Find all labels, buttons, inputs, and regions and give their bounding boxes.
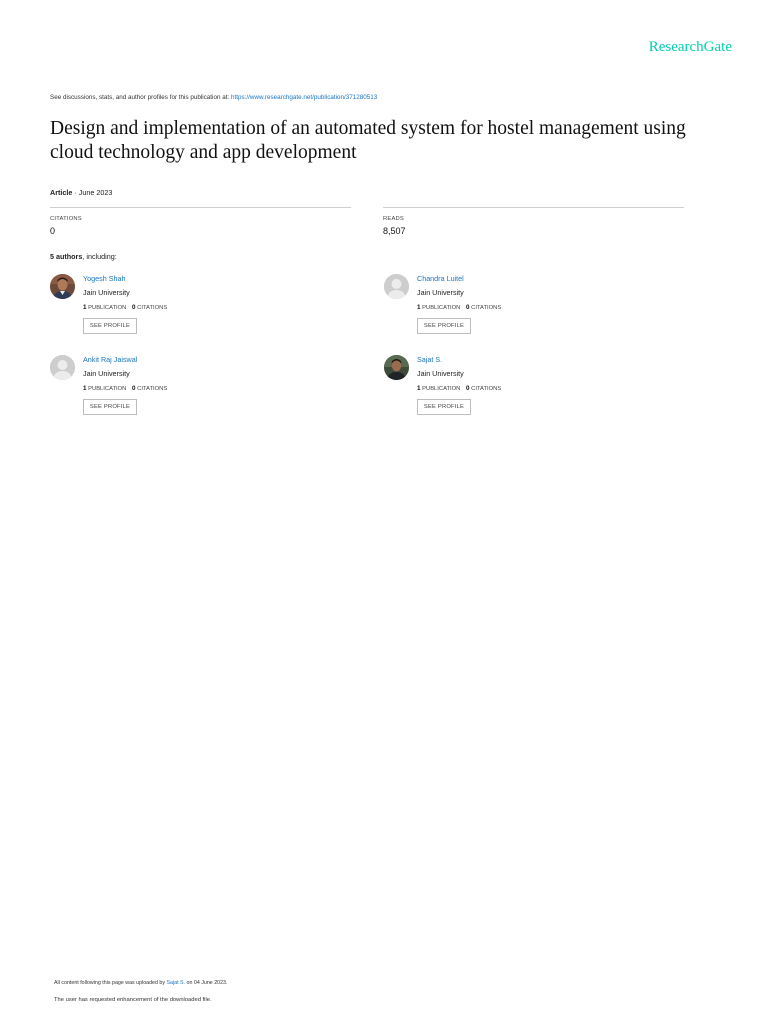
author-stats: [83, 304, 167, 311]
citations-stat: [50, 207, 351, 236]
reads-label: READS: [383, 216, 404, 222]
author-name-link[interactable]: Ankit Raj Jaiswal: [83, 355, 138, 364]
publication-label: PUBLICATION: [422, 305, 461, 311]
see-profile-button[interactable]: SEE PROFILE: [417, 318, 471, 334]
reads-stat: [383, 207, 684, 236]
author-name-link[interactable]: Chandra Luitel: [417, 274, 464, 283]
citation-label: CITATIONS: [137, 386, 168, 392]
author-stats: [83, 385, 167, 392]
publication-meta: [50, 188, 112, 197]
citations-value: 0: [50, 226, 56, 236]
author-card: [50, 355, 350, 425]
citation-count: 0: [466, 385, 470, 392]
upload-suffix: on 04 June 2023.: [185, 980, 228, 986]
author-institution: Jain University: [417, 288, 464, 297]
publication-count: 1: [83, 385, 87, 392]
author-card: [384, 274, 684, 344]
authors-suffix: , including:: [82, 252, 117, 261]
see-profile-button[interactable]: SEE PROFILE: [83, 399, 137, 415]
author-name-link[interactable]: Sajat S.: [417, 355, 443, 364]
author-avatar-photo[interactable]: [50, 274, 75, 299]
citation-label: CITATIONS: [471, 305, 502, 311]
reads-value: 8,507: [383, 226, 406, 236]
publication-type: Article: [50, 188, 73, 197]
citation-count: 0: [132, 304, 136, 311]
publication-label: PUBLICATION: [88, 305, 127, 311]
citation-label: CITATIONS: [137, 305, 168, 311]
author-institution: Jain University: [83, 369, 130, 378]
publication-count: 1: [417, 385, 421, 392]
author-avatar-placeholder[interactable]: [384, 274, 409, 299]
publication-label: PUBLICATION: [422, 386, 461, 392]
discussion-prefix: See discussions, stats, and author profiles for this publication at:: [50, 94, 231, 101]
citation-count: 0: [466, 304, 470, 311]
author-stats: [417, 304, 501, 311]
publication-count: 1: [417, 304, 421, 311]
author-institution: Jain University: [83, 288, 130, 297]
authors-count: 5 authors: [50, 252, 83, 261]
upload-note: [54, 980, 227, 986]
researchgate-logo[interactable]: ResearchGate: [648, 39, 732, 55]
author-avatar-photo[interactable]: [384, 355, 409, 380]
publication-label: PUBLICATION: [88, 386, 127, 392]
authors-heading: [50, 252, 117, 261]
citation-label: CITATIONS: [471, 386, 502, 392]
publication-title: Design and implementation of an automated system for hostel management using cloud technology and app development: [50, 118, 686, 163]
author-stats: [417, 385, 501, 392]
enhancement-note: The user has requested enhancement of the downloaded file.: [54, 997, 212, 1003]
publication-date: · June 2023: [72, 188, 113, 197]
citations-label: CITATIONS: [50, 216, 82, 222]
author-card: [50, 274, 350, 344]
see-profile-button[interactable]: SEE PROFILE: [417, 399, 471, 415]
publication-link[interactable]: https://www.researchgate.net/publication/371280513: [230, 94, 378, 101]
author-card: [384, 355, 684, 425]
see-profile-button[interactable]: SEE PROFILE: [83, 318, 137, 334]
publication-count: 1: [83, 304, 87, 311]
citation-count: 0: [132, 385, 136, 392]
author-avatar-placeholder[interactable]: [50, 355, 75, 380]
author-institution: Jain University: [417, 369, 464, 378]
uploader-link[interactable]: Sajat S.: [166, 980, 186, 986]
discussion-line: [50, 94, 377, 101]
upload-prefix: All content following this page was uploaded by: [54, 980, 167, 986]
author-name-link[interactable]: Yogesh Shah: [83, 274, 126, 283]
